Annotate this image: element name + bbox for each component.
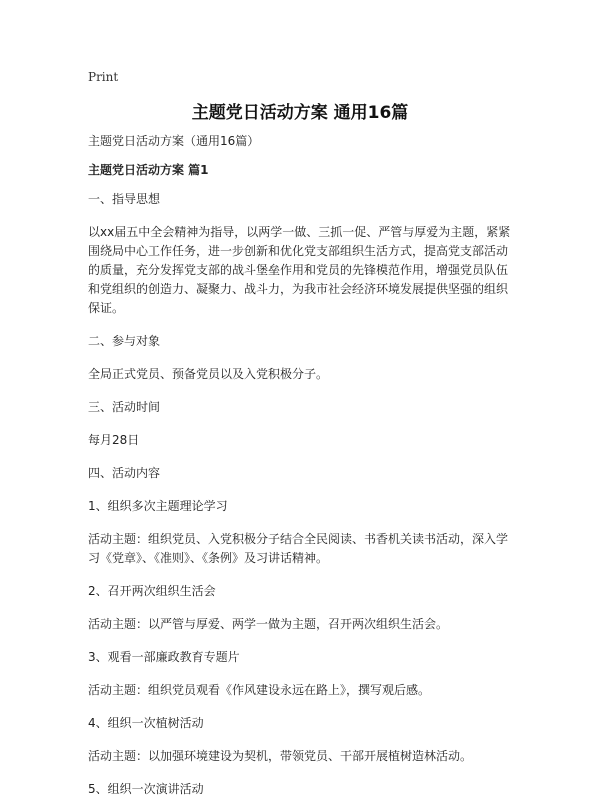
heading-activity-content: 四、活动内容 — [88, 466, 161, 480]
paragraph-guiding-ideology: 以xx届五中全会精神为指导，以两学一做、三抓一促、严管与厚爱为主题，紧紧围绕局中心工作任务，进一步创新和优化党支部组织生活方式，提高党支部活动的质量，充分发挥党支部的战斗堡垒作用和党员的先锋模范作用，增强党员队伍和党组织的创造力、凝聚力、战斗力，为我市社会经济环境发展提供坚强的组织保证。 — [88, 225, 511, 315]
section-heading: 主题党日活动方案 篇1 — [88, 163, 209, 177]
paragraph-theory-study: 活动主题：组织党员、入党积极分子结合全民阅读、书香机关读书活动，深入学习《党章》、《准则》、《条例》及习讲话精神。 — [88, 532, 509, 565]
item-life-meeting: 2、召开两次组织生活会 — [88, 584, 216, 598]
document-subtitle: 主题党日活动方案（通用16篇） — [88, 134, 260, 148]
paragraph-activity-time: 每月28日 — [88, 433, 140, 447]
item-theory-study: 1、组织多次主题理论学习 — [88, 499, 228, 513]
item-speech-activity: 5、组织一次演讲活动 — [88, 782, 204, 796]
heading-guiding-ideology: 一、指导思想 — [88, 192, 161, 206]
page-title: 主题党日活动方案 通用16篇 — [191, 103, 409, 123]
paragraph-participants: 全局正式党员、预备党员以及入党积极分子。 — [88, 367, 329, 381]
paragraph-education-film: 活动主题：组织党员观看《作风建设永远在路上》，撰写观后感。 — [88, 683, 431, 697]
heading-activity-time: 三、活动时间 — [88, 400, 161, 414]
paragraph-tree-planting: 活动主题：以加强环境建设为契机，带领党员、干部开展植树造林活动。 — [88, 749, 473, 763]
heading-participants: 二、参与对象 — [88, 334, 161, 348]
document-body — [88, 132, 516, 799]
item-education-film: 3、观看一部廉政教育专题片 — [88, 650, 240, 664]
item-tree-planting: 4、组织一次植树活动 — [88, 716, 204, 730]
print-link[interactable]: Print — [88, 70, 119, 84]
paragraph-life-meeting: 活动主题：以严管与厚爱、两学一做为主题，召开两次组织生活会。 — [88, 617, 449, 631]
